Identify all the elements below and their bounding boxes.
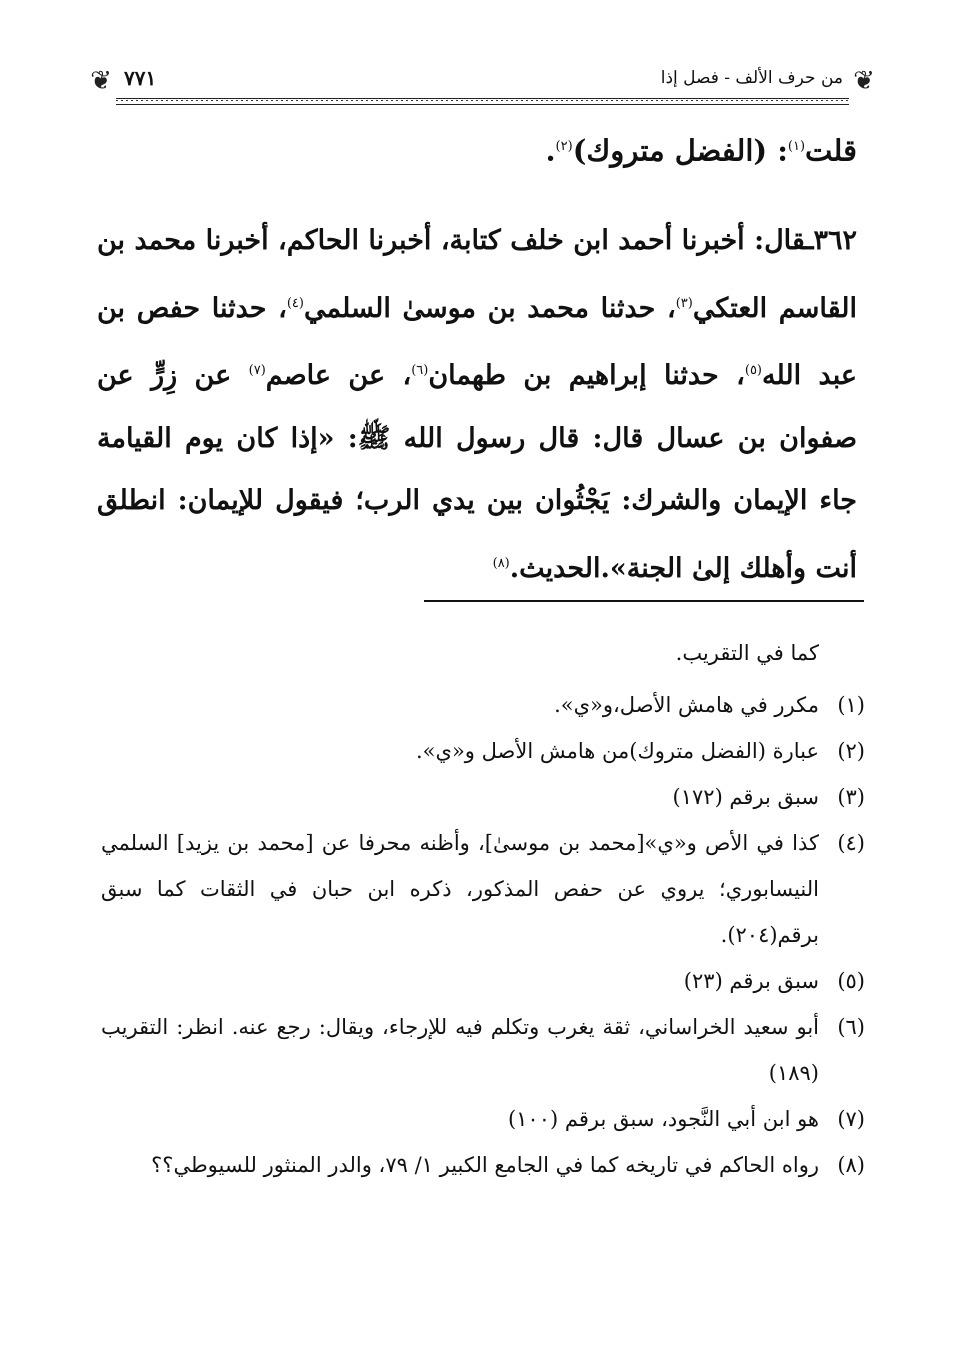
footnote-text: عبارة (الفضل متروك)من هامش الأصل و«ي». [416, 739, 819, 763]
footnote-list [101, 682, 865, 1188]
footnote-item [101, 1004, 865, 1096]
qult-line [97, 125, 857, 173]
footnote-text: هو ابن أبي النَّجود، سبق برقم (١٠٠) [507, 1107, 819, 1131]
hadith-text-3: ، حدثنا حفص بن عبد الله [97, 292, 857, 391]
footnote-number: (٦) [837, 1015, 865, 1039]
running-title: من حرف الألف - فصل إذا [660, 68, 843, 88]
footnote-number: (٨) [837, 1153, 865, 1177]
footnote-text: أبو سعيد الخراساني، ثقة يغرب وتكلم فيه للإرجاء، ويقال: رجع عنه. انظر: التقريب (١٨٩) [101, 1015, 819, 1085]
footnote-number: (٥) [837, 969, 865, 993]
footnote-ref-2: (٢) [555, 139, 573, 154]
ornament-left-icon: ❦ [90, 66, 112, 96]
footnote-divider [424, 600, 864, 602]
footnote-continuation: كما في التقريب. [675, 641, 819, 665]
header-rule [116, 98, 849, 105]
page-number: ٧٧١ [124, 66, 157, 90]
hadith-text-2: ، حدثنا محمد بن موسىٰ السلمي [303, 292, 676, 324]
qult-end: . [545, 133, 556, 168]
footnote-item [101, 1142, 865, 1188]
footnote-text: سبق برقم (١٧٢) [672, 785, 819, 809]
hadith-text-4: ، حدثنا إبراهيم بن طهمان [428, 360, 745, 391]
running-header [92, 62, 873, 108]
qult-text: : (الفضل متروك) [572, 133, 788, 168]
footnote-text: سبق برقم (٢٣) [683, 969, 819, 993]
hadith-paragraph [97, 210, 857, 600]
footnote-ref-4: (٤) [286, 295, 304, 311]
footnote-number: (٤) [837, 831, 865, 855]
footnote-text: مكرر في هامش الأصل،و«ي». [554, 693, 819, 717]
footnote-number: (٢) [837, 739, 865, 763]
footnote-ref-8: (٨) [492, 555, 510, 571]
footnote-number: (٧) [837, 1107, 865, 1131]
ornament-right-icon: ❦ [853, 66, 875, 96]
hadith-text-5: ، عن عاصم [265, 360, 412, 391]
footnote-ref-6: (٦) [411, 363, 429, 378]
footnote-item [101, 820, 865, 958]
footnote-item [101, 1096, 865, 1142]
footnote-text: رواه الحاكم في تاريخه كما في الجامع الكبير ١/ ٧٩، والدر المنثور للسيوطي؟؟ [151, 1153, 819, 1177]
footnote-ref-7: (٧) [248, 363, 266, 378]
hadith-text-1: ٣٦٢ـقال: أخبرنا أحمد ابن خلف كتابة، أخبرنا الحاكم، أخبرنا محمد بن القاسم العتكي [97, 225, 857, 324]
footnote-number: (١) [837, 693, 865, 717]
footnote-number: (٣) [837, 785, 865, 809]
footnote-text: كذا في الأص و«ي»[محمد بن موسىٰ]، وأظنه محرفا عن [محمد بن يزيد] السلمي النيسابوري؛ يروي عن حفص المذكور، ذكره ابن حبان في الثقات كما سبق برقم(٢٠٤). [101, 831, 819, 947]
footnote-ref-1: (١) [787, 139, 806, 154]
footnote-item [101, 958, 865, 1004]
footnote-item [101, 682, 865, 728]
footnote-ref-3: (٣) [675, 295, 693, 311]
footnote-ref-5: (٥) [744, 363, 762, 378]
hadith-text-6: عن زِرٍّ عن صفوان بن عسال قال: قال رسول الله ﷺ: «إذا كان يوم القيامة جاء الإيمان والشرك: يَجْثُوان بين يدي الرب؛ فيقول للإيمان: انطلق أنت وأهلك إلىٰ الجنة».الحديث. [97, 360, 857, 584]
footnote-item [101, 728, 865, 774]
footnote-item [101, 774, 865, 820]
qult-label: قلت [805, 133, 857, 168]
